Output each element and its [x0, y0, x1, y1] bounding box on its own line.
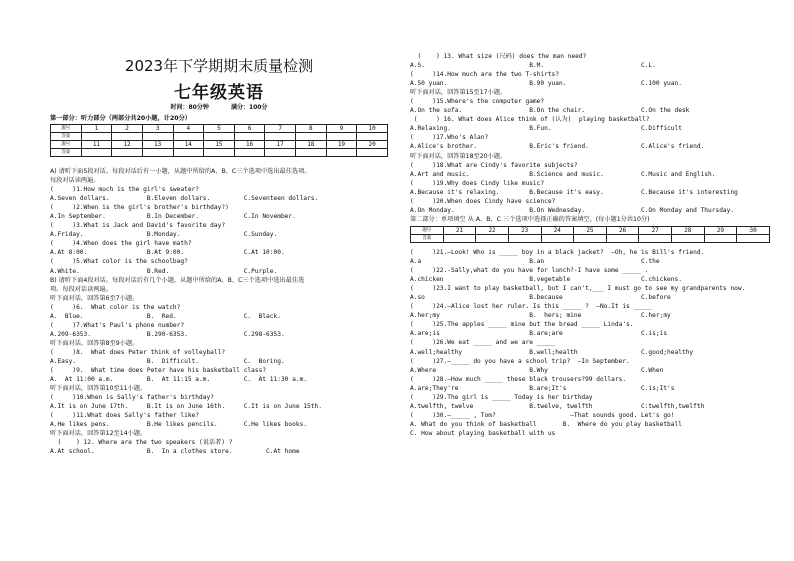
question-number-cell: 2 — [112, 125, 143, 133]
question-line: A.He likes pens. B.He likes pencils. C.He likes books. — [50, 421, 308, 429]
grid-label: 题号 — [51, 125, 82, 133]
question-line: A.twelfth, twelve B.twelve, twelfth C:twelfth,twelfth — [410, 402, 705, 410]
answer-cell[interactable] — [737, 235, 770, 243]
question-line: A.White. B.Red. C.Purple. — [50, 267, 278, 275]
answer-cell[interactable] — [265, 149, 296, 157]
answer-cell[interactable] — [326, 133, 357, 141]
question-line: A.are;is B.are;are C.is;is — [410, 330, 668, 338]
question-line: 听下面对话，回答第12至14小题。 — [50, 430, 147, 438]
question-line: A.Seven dollars. B.Eleven dollars. C.Seventeen dollars. — [50, 195, 319, 203]
question-line: ( ) 13. What size (尺码) does the man need? — [410, 53, 587, 60]
answer-cell[interactable] — [296, 133, 327, 141]
grid-label: 答案 — [51, 149, 82, 157]
exam-time: 时间：80分钟 — [170, 104, 209, 111]
exam-score: 满分：100分 — [230, 104, 268, 111]
grid-label: 题号 — [411, 227, 444, 235]
question-line: ( )5.What color is the schoolbag? — [50, 258, 188, 266]
question-number-cell: 12 — [112, 141, 143, 149]
question-number-cell: 18 — [296, 141, 327, 149]
question-line: ( )25.The apples _____ mine but the bread _____ Linda's. — [410, 321, 634, 329]
question-number-cell: 6 — [234, 125, 265, 133]
question-line: A.chicken B.vegetable C.chickens. — [410, 276, 682, 284]
question-line: ( )29.The girl is _____ Today is her birthday — [410, 393, 593, 401]
grammar-questions — [410, 248, 770, 438]
question-line: A.Easy. B. Difficult. C. Boring. — [50, 357, 285, 365]
right-column — [410, 0, 770, 561]
question-line: A.Friday. B.Monday. C.Sunday. — [50, 231, 278, 239]
question-line: ( )4.When does the girl have math? — [50, 240, 192, 248]
question-line: B) 请听下面4段对话。每段对话后有几个小题，从题中所给的A、B、C三个选项中选出最佳选 — [50, 276, 305, 284]
question-number-cell: 5 — [204, 125, 235, 133]
exam-title: 2023年下学期期末质量检测 — [124, 57, 314, 75]
grid-label: 答案 — [411, 235, 444, 243]
answer-cell[interactable] — [204, 133, 235, 141]
question-number-cell: 1 — [81, 125, 112, 133]
question-line: A.209-6353. B.290-6353. C.298-6353. — [50, 330, 285, 338]
question-number-cell: 27 — [639, 227, 672, 235]
question-number-cell: 16 — [234, 141, 265, 149]
answer-grid-1 — [50, 124, 388, 157]
question-line: ( )27.—_____ do you have a school trip? —In September. — [410, 357, 630, 365]
question-line: 听下面对话，回答第15至17小题。 — [410, 89, 507, 97]
question-line: ( )10.When is Sally's father's birthday? — [50, 394, 214, 402]
answer-cell[interactable] — [574, 235, 607, 243]
question-line: A.Relaxing. B.Fun. C.Difficult — [410, 125, 682, 133]
answer-cell[interactable] — [606, 235, 639, 243]
question-line: A.S. B.M. C.L. — [410, 62, 656, 70]
section-one-title: 第一部分：听力部分（两部分共20小题，计20分） — [50, 115, 191, 122]
grid-label: 答案 — [51, 133, 82, 141]
question-line: A.In September. B.In December. C.In November. — [50, 213, 296, 221]
question-number-cell: 7 — [265, 125, 296, 133]
answer-cell[interactable] — [81, 133, 112, 141]
question-line: A. At 11:00 a.m. B. At 11:15 a.m. C. At 11:30 a.m. — [50, 376, 308, 384]
question-line: ( )1.How much is the girl's sweater? — [50, 186, 200, 194]
answer-cell[interactable] — [112, 133, 143, 141]
answer-cell[interactable] — [173, 133, 204, 141]
question-line: ( )15.Where's the computer game? — [410, 98, 545, 106]
question-line: ( ) 16. What does Alice think of (认为) playing basketball? — [410, 116, 650, 124]
answer-cell[interactable] — [541, 235, 574, 243]
answer-cell[interactable] — [265, 133, 296, 141]
answer-cell[interactable] — [508, 235, 541, 243]
question-line: 听下面对话，回答第10至11小题。 — [50, 385, 147, 393]
question-number-cell: 9 — [326, 125, 357, 133]
answer-cell[interactable] — [672, 235, 705, 243]
question-line: A.It is on June 17th. B.It is on June 16th. C.It is on June 15th. — [50, 403, 322, 411]
question-line: A.Alice's brother. B.Eric's friend. C.Alice's friend. — [410, 143, 705, 151]
question-number-cell: 13 — [142, 141, 173, 149]
answer-cell[interactable] — [443, 235, 476, 243]
section-one-header — [50, 114, 388, 123]
answer-cell[interactable] — [142, 149, 173, 157]
question-number-cell: 10 — [357, 125, 388, 133]
answer-cell[interactable] — [357, 149, 388, 157]
question-number-cell: 22 — [476, 227, 509, 235]
question-line: A.Art and music. B.Science and music. C.Music and English. — [410, 170, 716, 178]
question-line: A.At 8:00. B.At 9:00. C.At 10:00. — [50, 249, 285, 257]
answer-cell[interactable] — [81, 149, 112, 157]
question-number-cell: 15 — [204, 141, 235, 149]
question-number-cell: 20 — [357, 141, 388, 149]
left-column — [50, 0, 388, 561]
answer-cell[interactable] — [142, 133, 173, 141]
question-line: ( )18.What are Cindy's favorite subjects? — [410, 161, 578, 169]
question-line: 听下面对话，回答第18至20小题。 — [410, 152, 507, 160]
question-line: ( )20.When does Cindy have science? — [410, 197, 556, 205]
question-line: ( )17.Who's Alan? — [410, 134, 489, 142]
question-number-cell: 14 — [173, 141, 204, 149]
question-number-cell: 3 — [142, 125, 173, 133]
question-line: A.well;healthy B.well;health C.good;healthy — [410, 348, 694, 356]
answer-cell[interactable] — [639, 235, 672, 243]
question-line: A.Where B.Why C.When — [410, 366, 664, 374]
question-number-cell: 4 — [173, 125, 204, 133]
question-line: A) 请听下面5段对话。每段对话后有一小题，从题中所给的A、B、C三个选项中选出最佳选项。 — [50, 168, 311, 175]
question-line: 听下面对话，回答第8至9小题。 — [50, 339, 139, 347]
question-line: ( )21.—Look! Who is _____ boy in a black jacket? —Oh, he is Bill's friend. — [410, 249, 705, 256]
question-line: ( )30.—_____ , Tom? —That sounds good. Let's go! — [410, 411, 675, 419]
question-number-cell: 25 — [574, 227, 607, 235]
question-line: 项。每段对话读两遍。 — [50, 285, 112, 293]
question-line: ( )23.I want to play basketball, but I can't,___ I must go to see my grandparents now. — [410, 285, 746, 293]
question-number-cell: 21 — [443, 227, 476, 235]
question-number-cell: 19 — [326, 141, 357, 149]
question-line: C. How about playing basketball with us — [410, 429, 556, 437]
question-line: A.On Monday. B.On Wednesday. C.On Monday and Thursday. — [410, 206, 735, 214]
question-line: ( )7.What's Paul's phone number? — [50, 321, 185, 329]
question-line: A.50 yuan. B.90 yuan. C.100 yuan. — [410, 80, 682, 88]
answer-cell[interactable] — [204, 149, 235, 157]
answer-cell[interactable] — [704, 235, 737, 243]
question-number-cell: 29 — [704, 227, 737, 235]
question-line: A.Because it's relaxing. B.Because it's easy. C.Because it's interesting — [410, 188, 738, 196]
question-number-cell: 30 — [737, 227, 770, 235]
question-number-cell: 28 — [672, 227, 705, 235]
question-number-cell: 24 — [541, 227, 574, 235]
question-line: 听下面对话，回答第6至7小题。 — [50, 294, 139, 302]
question-line: A. What do you think of basketball B. Where do you play basketball — [410, 420, 682, 428]
question-number-cell: 26 — [606, 227, 639, 235]
answer-cell[interactable] — [173, 149, 204, 157]
answer-cell[interactable] — [357, 133, 388, 141]
question-number-cell: 23 — [508, 227, 541, 235]
listening-questions-cont — [410, 52, 770, 224]
answer-cell[interactable] — [234, 133, 265, 141]
question-line: ( )2.When is the girl's brother's birthday?) — [50, 204, 229, 212]
listening-questions — [50, 167, 388, 457]
question-line: A.At school. B. In a clothes store. C.At home — [50, 448, 300, 456]
question-line: ( )11.What does Sally's father like? — [50, 412, 200, 420]
answer-grid-2 — [410, 226, 770, 243]
question-line: 第二部分：单项填空 从 A、B、C 三个选项中选择正确的答案填空。(每小题1分共10分) — [410, 215, 650, 223]
question-line: ( )24.—Alice lost her ruler. Is this _____ ? —No.It is _____ — [410, 303, 653, 311]
answer-cell[interactable] — [112, 149, 143, 157]
question-line: ( )19.Why does Cindy like music? — [410, 179, 545, 187]
answer-cell[interactable] — [234, 149, 265, 157]
question-line: ( )28.—How much _____ these black trousers?99 dollars. — [410, 375, 627, 383]
question-line: A.so B.because C.before — [410, 294, 671, 302]
question-line: ( )22.-Sally,what do you have for lunch?-I have some _____ . — [410, 267, 649, 275]
question-line: ( )9. What time does Peter have his basketball class? — [50, 367, 267, 375]
question-line: ( )6. What color is the watch? — [50, 303, 181, 311]
question-line: A. Blue. B. Red. C. Black. — [50, 312, 281, 320]
question-line: ( )26.We eat _____ and we are _____ — [410, 339, 556, 347]
question-line: 每段对话读两遍。 — [50, 177, 100, 185]
answer-cell[interactable] — [326, 149, 357, 157]
answer-cell[interactable] — [296, 149, 327, 157]
exam-subject: 七年级英语 — [174, 83, 264, 103]
question-line: A.a B.an C.the — [410, 258, 660, 266]
exam-meta — [50, 102, 388, 111]
question-line: A.On the sofa. B.On the chair. C.On the desk — [410, 107, 690, 115]
question-number-cell: 11 — [81, 141, 112, 149]
question-line: ( ) 12. Where are the two speakers (说话者) ? — [50, 439, 233, 447]
question-line: A.her;my B. hers; mine C.her;my — [410, 312, 671, 320]
question-line: ( )14.How much are the two T-shirts? — [410, 71, 560, 79]
answer-cell[interactable] — [476, 235, 509, 243]
question-line: ( )8. What does Peter think of volleyball? — [50, 348, 226, 356]
grid-label: 题号 — [51, 141, 82, 149]
question-number-cell: 8 — [296, 125, 327, 133]
question-line: ( )3.What is Jack and David's favorite day? — [50, 222, 226, 230]
question-line: A.are;They're B.are;It's C.is;It's — [410, 384, 675, 392]
question-number-cell: 17 — [265, 141, 296, 149]
